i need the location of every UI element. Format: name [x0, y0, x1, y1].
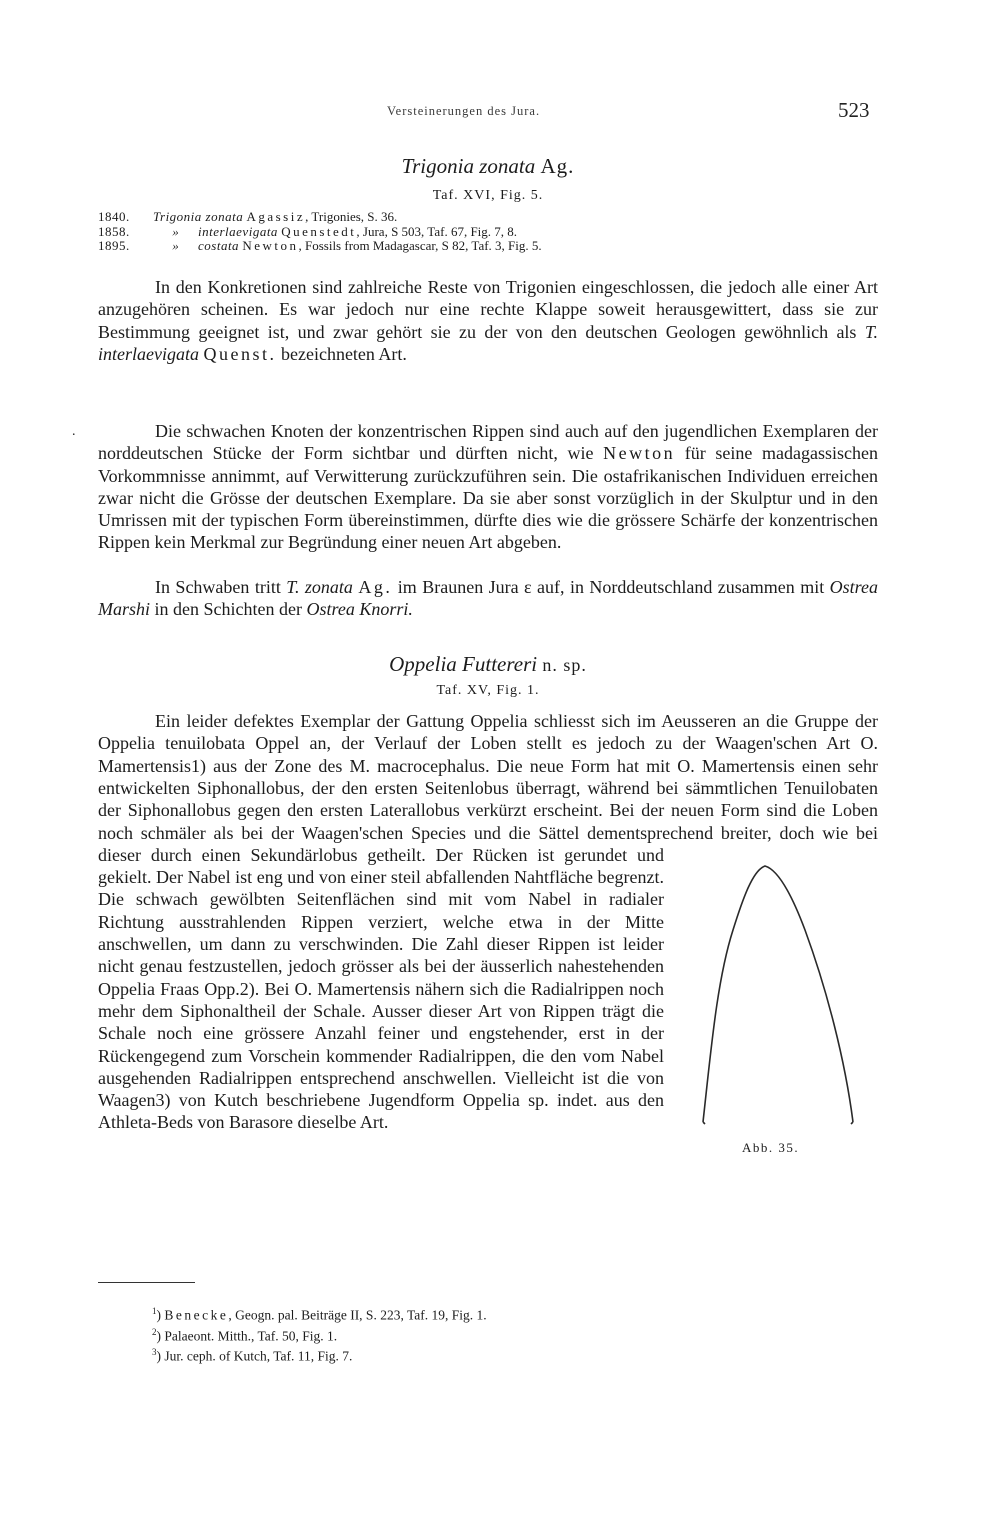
- oppelia-text-line: der Siphonallobus gegen den ersten Laterallobus verkürzt erscheint. Bei der neuen Form sind die Loben: [98, 800, 878, 821]
- figure-abb-35: [695, 860, 865, 1140]
- footnote-text: Jur. ceph. of Kutch, Taf. 11, Fig. 7.: [164, 1348, 353, 1364]
- synonymy-year: 1840.: [98, 209, 130, 224]
- outline-tick-left: [703, 1122, 705, 1124]
- body-text: Die schwachen Knoten der konzentrischen Rippen sind auch auf den jugendlichen Exemplaren der norddeutschen Stücke der Form sichtbar und dürften nicht, wie: [98, 421, 878, 464]
- oppelia-text-line: anschwellen, um dann zu verschwinden. Die Zahl dieser Rippen ist leider: [98, 934, 664, 954]
- oppelia-text-line: Die schwach gewölbten Seitenflächen sind mit vom Nabel in radialer: [98, 889, 664, 910]
- outline-tick-right: [851, 1122, 853, 1124]
- plate-reference: Taf. XVI, Fig. 5.: [432, 188, 544, 203]
- synonymy-author: Agassiz: [246, 209, 306, 224]
- synonymy-year: 1858.: [98, 223, 130, 239]
- footnote-rule: [98, 1282, 195, 1283]
- footnote-text: , Geogn. pal. Beiträge II, S. 223, Taf. 19, Fig. 1.: [228, 1307, 487, 1323]
- synonymy-entry: [98, 210, 878, 225]
- ditto-mark: »: [172, 238, 179, 253]
- footnote-author: Benecke: [164, 1307, 229, 1323]
- oppelia-text-line: Oppelia Fraas Opp.2). Bei O. Mamertensis nähern sich die Radialrippen noch: [98, 978, 664, 999]
- italic-taxon: Ostrea Marshi: [98, 577, 878, 620]
- oppelia-text-line: noch schmäler als bei der Waagen'schen Species und die Sättel dementsprechend breiter, doch wie bei: [98, 822, 878, 843]
- synonymy-name: Trigonia zonata: [153, 209, 244, 224]
- synonymy-citation: , Trigonies, S. 36.: [305, 209, 398, 224]
- species-name: Futtereri: [462, 652, 538, 676]
- oppelia-text-line: Athleta-Beds von Barasore dieselbe Art.: [98, 1112, 389, 1133]
- body-text: für seine madagassischen Vorkommnisse annimmt, auf Verwitterung zurückzuführen sein. Die ostafrikanischen Individuen erreichen zwar nicht die Grösse der deutschen Exemplare. Da sie aber sonst vorzüglich in der Skulptur und in den Umrissen mit der typischen Form übereinstimmen, dürfte dies wie die grössere Schärfe der konzentrischen Rippen kein Merkmal zur Begründung einer neuen Art abgeben.: [98, 443, 878, 553]
- ditto-mark: »: [172, 223, 179, 239]
- oppelia-text-line: Mamertensis1) aus der Zone des M. macrocephalus. Die neue Form hat mit O. Mamertensis einen sehr: [98, 755, 878, 776]
- italic-taxon: T. interlaevigata: [98, 321, 878, 364]
- oppelia-text-line: dieser durch einen Sekundärlobus getheilt. Der Rücken ist gerundet und: [98, 844, 664, 865]
- outline-curve: [703, 866, 853, 1122]
- page-number: 523: [838, 98, 870, 122]
- synonymy-citation: , Jura, S 503, Taf. 67, Fig. 7, 8.: [356, 223, 518, 239]
- oppelia-text-line: ausgehenden Radialrippen entsprechend anschwellen. Vielleicht ist die von: [98, 1067, 664, 1088]
- spaced-author: Newton: [603, 443, 676, 464]
- footnote: $^2$) Palaeont. Mitth., Taf. 50, Fig. 1.: [152, 1326, 338, 1343]
- synonymy-name: costata: [198, 238, 240, 253]
- synonymy-entry: [98, 239, 878, 254]
- genus-name: Oppelia: [389, 652, 457, 676]
- plate-reference: Taf. XV, Fig. 1.: [436, 683, 540, 698]
- footnote-number: 1: [152, 1306, 157, 1316]
- body-text: in den Schichten der: [150, 599, 307, 620]
- oppelia-text-line: Richtung ausstrahlenden Rippen verziert, welche etwa in der Mitte: [98, 911, 664, 932]
- spaced-author: Quenst.: [203, 343, 277, 364]
- oppelia-text-line: nicht genau festzustellen, jedoch grösser als bei der äusserlich nahestehenden: [98, 956, 664, 977]
- body-text: In Schwaben tritt: [155, 577, 287, 597]
- italic-taxon: T. zonata: [286, 577, 353, 597]
- footnotes: [152, 1303, 852, 1365]
- body-text: In den Konkretionen sind zahlreiche Reste von Trigonien eingeschlossen, die jedoch alle einer Art anzugehören scheinen. Es war jedoch nur eine rechte Klappe soweit herausgewittert, dass sie zur Bestimmung geeignet ist, und zwar gehört sie zu der von den deutschen Geologen gewöhnlich als: [98, 277, 878, 342]
- synonymy-year: 1895.: [98, 238, 130, 253]
- oppelia-text-line: mehr dem Siphonaltheil der Schale. Ausser dieser Art von Rippen trägt die: [98, 1000, 664, 1021]
- species-author: Ag.: [540, 154, 575, 178]
- footnote: $^3$) Jur. ceph. of Kutch, Taf. 11, Fig. 7.: [152, 1347, 353, 1364]
- synonymy-author: Quenstedt: [281, 223, 357, 239]
- oppelia-text-line: Waagen3) von Kutch beschriebene Jugendform Oppelia sp. indet. aus den: [98, 1090, 664, 1111]
- synonymy-entry: [98, 225, 878, 240]
- spaced-author: Ag.: [358, 577, 393, 597]
- oppelia-text-line: entwickelten Siphonallobus, der den ersten Seitenlobus überragt, während bei sämmtlichen Tenuilobaten: [98, 777, 878, 798]
- trigonia-paragraph-2: [98, 420, 878, 554]
- ammonite-outline-drawing: [695, 860, 865, 1135]
- genus-name: Trigonia: [401, 154, 474, 178]
- trigonia-paragraph-1: [98, 276, 878, 365]
- footnote-number: 3: [152, 1347, 157, 1357]
- running-title: Versteinerungen des Jura.: [387, 104, 541, 118]
- oppelia-text-line: Ein leider defektes Exemplar der Gattung Oppelia schliesst sich im Aeusseren an die Gruppe der: [155, 711, 878, 731]
- oppelia-text-line: gekielt. Der Nabel ist eng und von einer steil abfallenden Nahtfläche begrenzt.: [98, 867, 664, 888]
- synonymy-name: interlaevigata: [198, 223, 278, 239]
- synonymy-list: [98, 210, 878, 254]
- footnote-number: 2: [152, 1326, 157, 1337]
- footnote-text: Palaeont. Mitth., Taf. 50, Fig. 1.: [164, 1328, 338, 1343]
- species-heading-oppelia: [98, 652, 878, 677]
- new-species-mark: n. sp.: [542, 655, 587, 675]
- italic-taxon: Ostrea Knorri.: [306, 599, 413, 620]
- body-text: im Braunen Jura ε auf, in Norddeutschland zusammen mit: [392, 577, 830, 597]
- oppelia-text-line: Schale noch eine grössere Anzahl feiner und engstehender, erst in der: [98, 1023, 664, 1044]
- footnote: $^1$) Benecke, Geogn. pal. Beiträge II, S. 223, Taf. 19, Fig. 1.: [152, 1306, 487, 1323]
- species-name: zonata: [479, 154, 536, 178]
- synonymy-author: Newton: [242, 238, 299, 253]
- figure-caption: Abb. 35.: [742, 1140, 800, 1155]
- margin-mark: .: [72, 424, 76, 439]
- synonymy-citation: , Fossils from Madagascar, S 82, Taf. 3, Fig. 5.: [298, 238, 542, 253]
- oppelia-text-line: Oppelia tenuilobata Oppel an, der Verlauf der Loben stellt es jedoch zu der Waagen'schen Art O.: [98, 733, 878, 754]
- oppelia-text-line: Rückengegend zum Vorschein kommender Radialrippen, die den vom Nabel: [98, 1045, 664, 1066]
- species-heading-trigonia: [98, 154, 878, 179]
- trigonia-paragraph-3: [98, 576, 878, 621]
- body-text: bezeichneten Art.: [276, 343, 407, 364]
